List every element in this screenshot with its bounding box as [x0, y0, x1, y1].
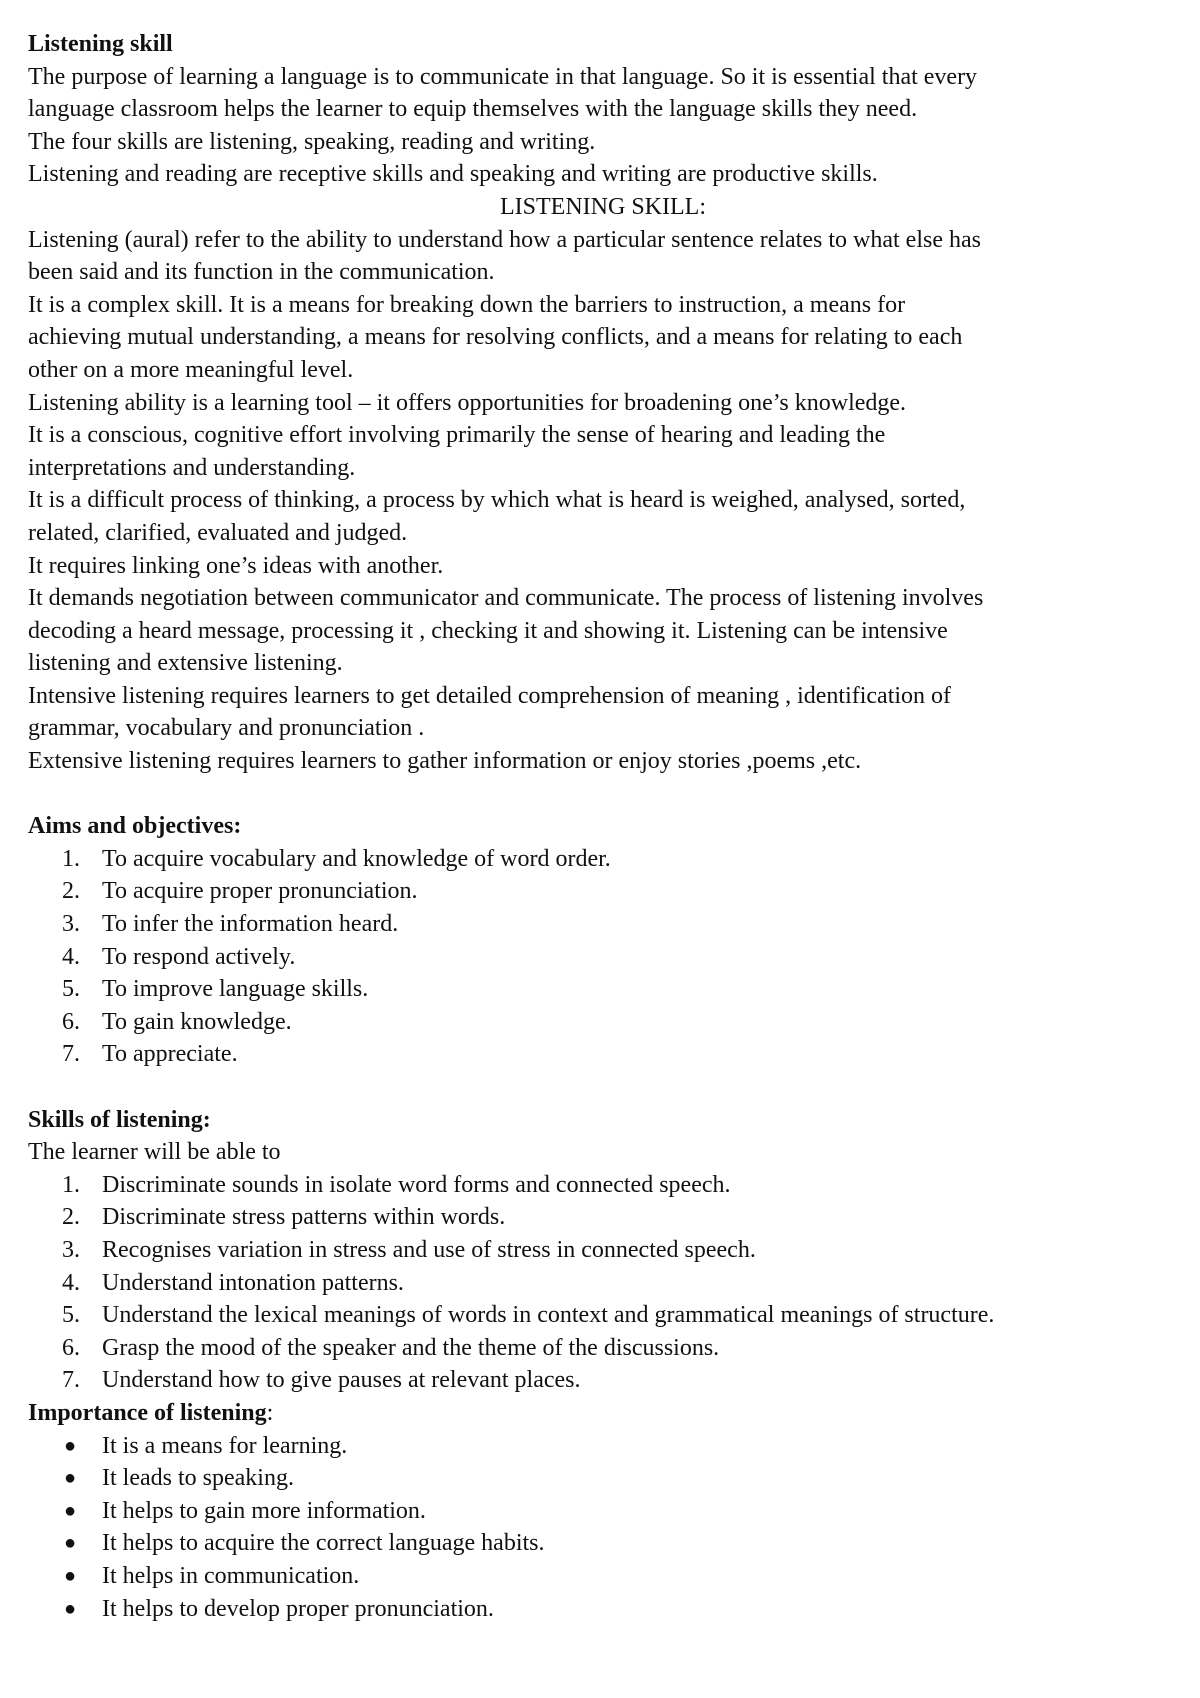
list-item — [28, 1560, 1178, 1593]
list-item — [28, 1006, 1178, 1039]
intro-line: Listening and reading are receptive skills and speaking and writing are productive skills. — [28, 161, 878, 188]
body-line: other on a more meaningful level. — [28, 356, 354, 383]
list-item-text: To improve language skills. — [102, 976, 369, 1003]
list-item-text: To acquire proper pronunciation. — [102, 878, 418, 905]
skills-title: Skills of listening: — [28, 1106, 211, 1133]
list-item-text: Grasp the mood of the speaker and the theme of the discussions. — [102, 1334, 720, 1361]
list-item-text: Discriminate sounds in isolate word forms and connected speech. — [102, 1171, 731, 1198]
body-line: been said and its function in the communication. — [28, 259, 495, 286]
list-item — [28, 1234, 1178, 1267]
list-number: 3. — [62, 911, 80, 938]
spacer — [28, 1071, 1178, 1104]
list-number: 7. — [62, 1367, 80, 1394]
list-item — [28, 941, 1178, 974]
list-number: 3. — [62, 1236, 80, 1263]
list-item — [28, 1364, 1178, 1397]
body-line: grammar, vocabulary and pronunciation . — [28, 715, 425, 742]
list-item-text: Understand intonation patterns. — [102, 1269, 404, 1296]
list-item — [28, 1495, 1178, 1528]
list-item-text: Recognises variation in stress and use of stress in connected speech. — [102, 1236, 756, 1263]
list-item — [28, 1593, 1178, 1626]
bullet-icon: ● — [64, 1564, 77, 1587]
body-line: Listening ability is a learning tool – it offers opportunities for broadening one’s knowledge. — [28, 389, 907, 416]
intro-line: language classroom helps the learner to equip themselves with the language skills they need. — [28, 96, 918, 123]
bullet-icon: ● — [64, 1467, 77, 1490]
spacer — [28, 778, 1178, 811]
body-line: It requires linking one’s ideas with another. — [28, 552, 444, 579]
list-item-text: Understand the lexical meanings of words in context and grammatical meanings of structure. — [102, 1302, 995, 1329]
bullet-icon: ● — [64, 1597, 77, 1620]
body-line: It is a conscious, cognitive effort involving primarily the sense of hearing and leading the — [28, 422, 886, 449]
list-item — [28, 1332, 1178, 1365]
list-number: 5. — [62, 976, 80, 1003]
list-item — [28, 973, 1178, 1006]
body-line: interpretations and understanding. — [28, 454, 356, 481]
skills-lead: The learner will be able to — [28, 1139, 281, 1166]
list-number: 6. — [62, 1334, 80, 1361]
bullet-icon: ● — [64, 1499, 77, 1522]
body-line: achieving mutual understanding, a means for resolving conflicts, and a means for relating to each — [28, 324, 963, 351]
list-item — [28, 875, 1178, 908]
list-item — [28, 1169, 1178, 1202]
list-item-text: To acquire vocabulary and knowledge of word order. — [102, 845, 611, 872]
list-item — [28, 843, 1178, 876]
list-number: 4. — [62, 1269, 80, 1296]
bullet-icon: ● — [64, 1434, 77, 1457]
aims-list — [28, 843, 1178, 1071]
list-item-text: To gain knowledge. — [102, 1008, 292, 1035]
body-line: It is a difficult process of thinking, a process by which what is heard is weighed, analysed, sorted, — [28, 487, 966, 514]
body-line: It is a complex skill. It is a means for breaking down the barriers to instruction, a means for — [28, 291, 906, 318]
importance-title: Importance of listening — [28, 1399, 267, 1426]
list-number: 1. — [62, 1171, 80, 1198]
list-item — [28, 1201, 1178, 1234]
list-item — [28, 1299, 1178, 1332]
body-line: Extensive listening requires learners to gather information or enjoy stories ,poems ,etc. — [28, 748, 862, 775]
intro-line: The four skills are listening, speaking, reading and writing. — [28, 128, 596, 155]
list-item-text: It is a means for learning. — [102, 1432, 348, 1459]
list-item-text: To infer the information heard. — [102, 911, 399, 938]
list-number: 6. — [62, 1008, 80, 1035]
list-number: 1. — [62, 845, 80, 872]
list-item-text: It helps in communication. — [102, 1562, 360, 1589]
list-item — [28, 1038, 1178, 1071]
importance-list — [28, 1430, 1178, 1626]
list-item-text: It helps to develop proper pronunciation. — [102, 1595, 494, 1622]
body-line: Intensive listening requires learners to get detailed comprehension of meaning , identification of — [28, 682, 952, 709]
list-number: 4. — [62, 943, 80, 970]
list-item — [28, 1267, 1178, 1300]
list-item-text: It leads to speaking. — [102, 1465, 294, 1492]
list-item-text: Understand how to give pauses at relevant places. — [102, 1367, 581, 1394]
list-number: 2. — [62, 878, 80, 905]
document-heading: Listening skill — [28, 31, 173, 57]
body-line: Listening (aural) refer to the ability to understand how a particular sentence relates to what else has — [28, 226, 981, 253]
body-line: related, clarified, evaluated and judged. — [28, 519, 408, 546]
section-title: LISTENING SKILL: — [500, 193, 706, 220]
document-page — [28, 28, 1178, 1625]
list-item-text: It helps to gain more information. — [102, 1497, 426, 1524]
body-line: decoding a heard message, processing it , checking it and showing it. Listening can be intensive — [28, 617, 948, 644]
bullet-icon: ● — [64, 1532, 77, 1555]
aims-title: Aims and objectives: — [28, 813, 242, 840]
list-item — [28, 1527, 1178, 1560]
list-number: 5. — [62, 1302, 80, 1329]
importance-heading — [28, 1397, 1178, 1430]
list-number: 2. — [62, 1204, 80, 1231]
list-number: 7. — [62, 1041, 80, 1068]
list-item-text: To respond actively. — [102, 943, 296, 970]
body-line: listening and extensive listening. — [28, 650, 343, 677]
skills-list — [28, 1169, 1178, 1397]
body-line: It demands negotiation between communicator and communicate. The process of listening involves — [28, 585, 984, 612]
list-item-text: To appreciate. — [102, 1041, 238, 1068]
list-item — [28, 1430, 1178, 1463]
list-item — [28, 908, 1178, 941]
list-item — [28, 1462, 1178, 1495]
intro-line: The purpose of learning a language is to communicate in that language. So it is essential that every — [28, 63, 978, 90]
importance-title-suffix: : — [266, 1399, 274, 1426]
list-item-text: Discriminate stress patterns within words. — [102, 1204, 506, 1231]
list-item-text: It helps to acquire the correct language habits. — [102, 1530, 545, 1557]
